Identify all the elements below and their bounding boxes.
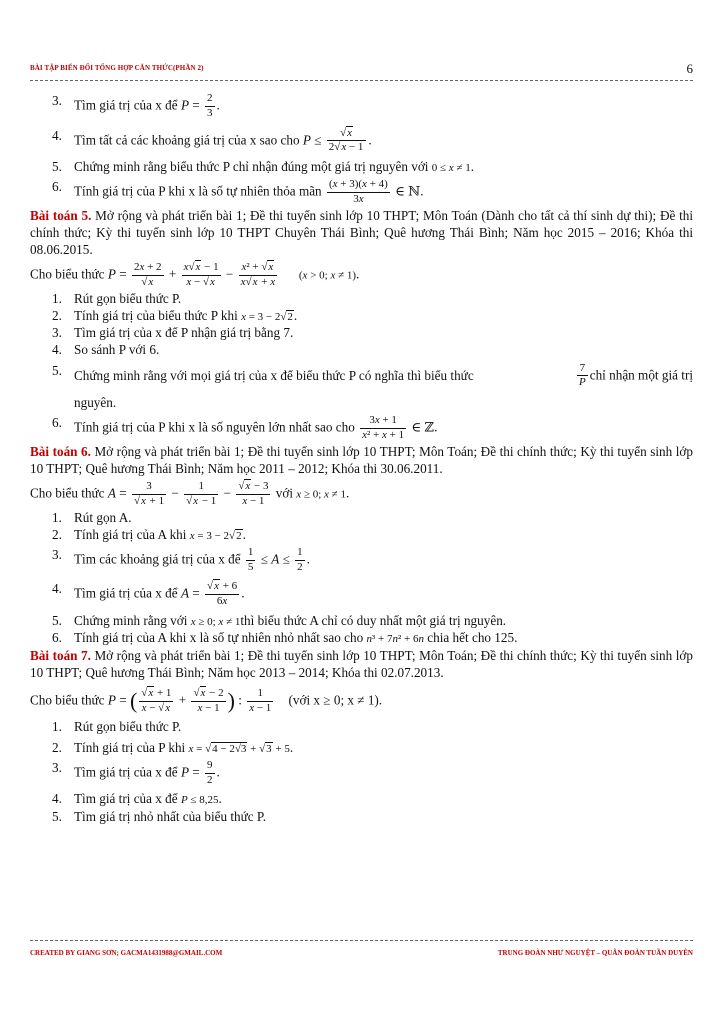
problem-7-heading: Bài toán 7. Mở rộng và phát triển bài 1; Đề thi tuyển sinh lớp 10 THPT; Môn Toán; Đề thi chính thức; Kỳ thi tuyển sinh lớp 10 THPT; Quê hương Thái Bình; Năm học 2013 – 2014; Khóa thi 02.07.2013. — [30, 647, 693, 680]
list-item: 1. Rút gọn biểu thức P. — [52, 290, 182, 306]
list-item: 6. Tính giá trị của P khi x là số tự nhiên thỏa mãn $\frac{(x + 3)(x + 4)}{3x}$ ∈ ℕ. — [52, 178, 424, 206]
list-item: 1. Rút gọn biểu thức P. — [52, 719, 182, 735]
list-item: 6. Tính giá trị của A khi x là số tự nhiên nhỏ nhất sao cho n³ + 7n² + 6n chia hết cho 125. — [52, 630, 518, 646]
page-number: 6 — [686, 61, 693, 76]
list-item: 3. Tìm giá trị của x để P = $\frac{2}{3}$ . — [52, 92, 220, 119]
problem-5-expression: Cho biểu thức P = $\frac{2x + 2}{√x}$ + $\frac{x√x - 1}{x - √x}$ − $\frac{\text{x² + √x}}{x√x + x}$ (x > 0; x ≠ 1). — [30, 261, 360, 289]
list-item: 4. Tìm tất cả các khoảng giá trị của x sao cho P ≤ $\frac{√x}{2√x - 1}$ . — [52, 126, 372, 154]
footer-rule — [30, 940, 693, 941]
list-item: 2. Tính giá trị của A khi x = 3 − 2√2. — [52, 526, 246, 542]
document-body — [30, 92, 693, 825]
footer-right: TRUNG ĐOÀN NHƯ NGUYỆT – QUÂN ĐOÀN TUẦN DUYÊN — [497, 949, 693, 957]
problem-6-expression: Cho biểu thức A = $\frac{3}{√x + 1}$ − $\frac{1}{√x - 1}$ − $\frac{√x - 3}{x - 1}$ với x ≥ 0; x ≠ 1. — [30, 480, 350, 507]
list-item: 6. Tính giá trị của P khi x là số nguyên lớn nhất sao cho $\frac{3x + 1}{\text{x² + x + 1}}$ ∈ ℤ. — [52, 414, 438, 441]
problem-6-heading: Bài toán 6. Mở rộng và phát triển bài 1; Đề thi tuyển sinh lớp 10 THPT; Môn Toán; Đề thi chính thức; Kỳ thi tuyển sinh lớp 10 THPT; Quê hương Thái Bình; Năm học 2011 – 2012; Khóa thi 30.06.2011. — [30, 443, 693, 476]
list-item: 2. Tính giá trị của P khi x = √4 − 2√3 + √3 + 5. — [52, 739, 294, 755]
list-item: 4. So sánh P với 6. — [52, 342, 160, 358]
list-item: 1. Rút gọn A. — [52, 509, 132, 525]
list-item: 3. Tìm giá trị của x để P = $\frac{9}{2}$ . — [52, 758, 220, 786]
problem-7-expression: Cho biểu thức P = ( $\frac{√x + 1}{x - √x}$ + $\frac{√x - 2}{x - 1}$ ) : $\frac{1}{x - 1}$ (với x ≥ 0; x ≠ 1). — [30, 686, 383, 714]
list-item: 2. Tính giá trị của biểu thức P khi x = 3 − 2√2. — [52, 307, 298, 323]
list-item: 4. Tìm giá trị của x để A = $\frac{√x + 6}{6x}$ . — [52, 580, 245, 608]
problem-5-heading: Bài toán 5. Mở rộng và phát triển bài 1; Đề thi tuyển sinh lớp 10 THPT; Môn Toán (Dành cho tất cả thí sinh dự thi); Đề thi chính thức; Kỳ thi tuyển sinh lớp 10 THPT Chuyên Thái Bình; Quê hương Thái Bình; Năm học 2015 – 2016; Khóa thi 08.06.2015. — [30, 207, 694, 258]
list-item: 5. Chứng minh rằng với x ≥ 0; x ≠ 1thì biểu thức A chỉ có duy nhất một giá trị nguyên. — [52, 612, 507, 628]
header-rule — [30, 80, 693, 81]
list-item: 4. Tìm giá trị của x để P ≤ 8,25. — [52, 791, 222, 807]
list-item: 5. Chứng minh rằng biểu thức P chỉ nhận đúng một giá trị nguyên với 0 ≤ x ≠ 1. — [52, 159, 475, 174]
list-item: 5. Chứng minh rằng với mọi giá trị của x để biểu thức P có nghĩa thì biểu thức $\frac{7}{P}$ chỉ nhận một giá trị nguyên. — [52, 361, 693, 411]
list-item: 3. Tìm các khoảng giá trị của x để $\frac{1}{5}$ ≤ A ≤ $\frac{1}{2}$ . — [52, 545, 310, 573]
footer-left: CREATED BY GIANG SƠN; GACMA1431988@GMAIL.COM — [30, 949, 223, 957]
list-item: 5. Tìm giá trị nhỏ nhất của biểu thức P. — [52, 808, 267, 824]
list-item: 3. Tìm giá trị của x để P nhận giá trị bằng 7. — [52, 325, 294, 341]
header-title: BÀI TẬP BIẾN ĐỔI TỔNG HỢP CĂN THỨC(PHẦN 2) — [30, 64, 204, 72]
